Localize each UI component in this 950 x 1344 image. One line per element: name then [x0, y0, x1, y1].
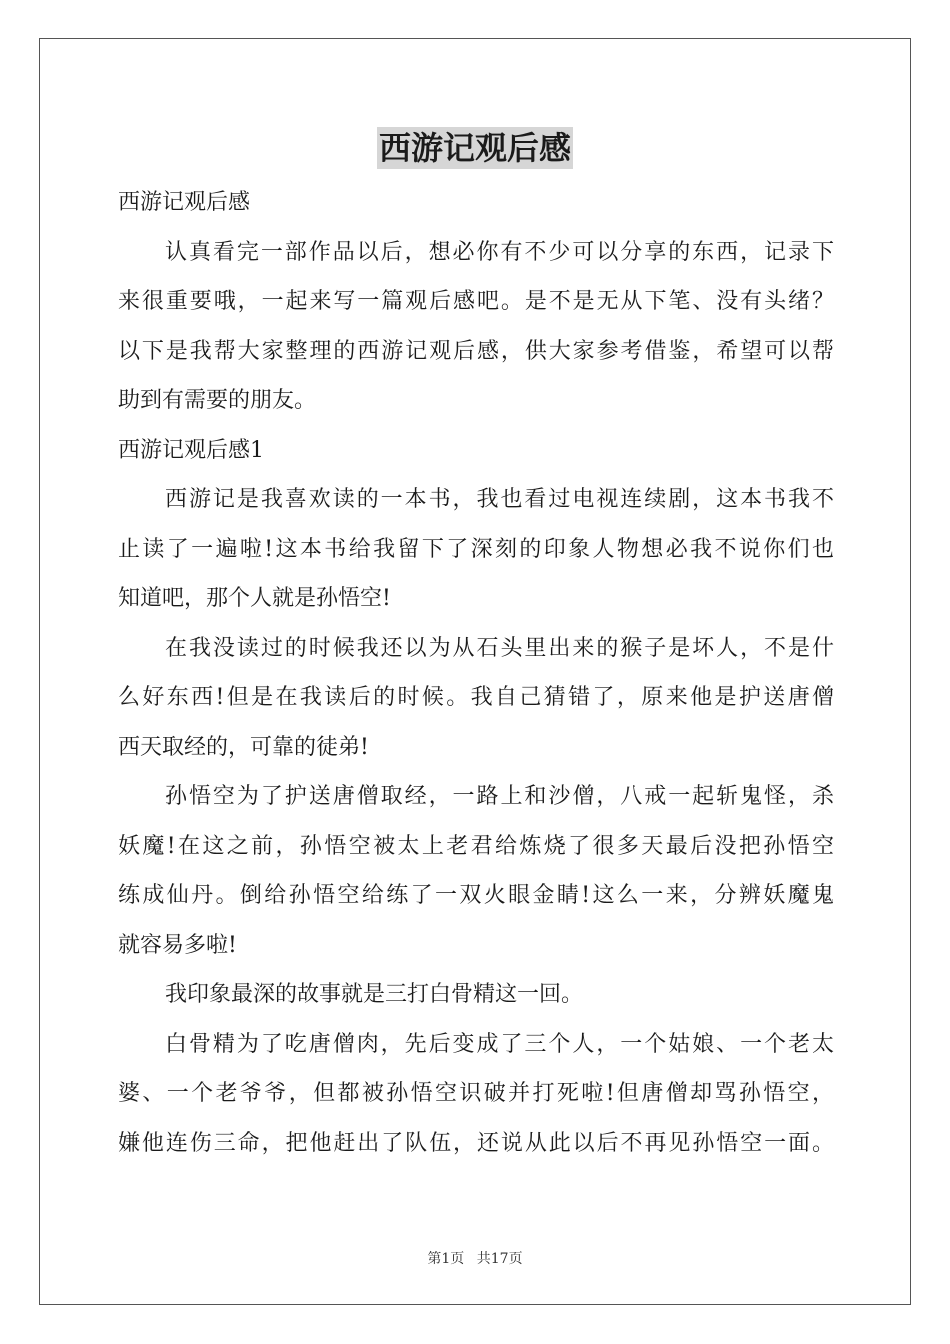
text-line: 么好东西!但是在我读后的时候。我自己猜错了，原来他是护送唐僧: [118, 685, 834, 710]
page-number: 第1页: [427, 1251, 465, 1267]
text-line: 婆、一个老爷爷，但都被孙悟空识破并打死啦!但唐僧却骂孙悟空，: [118, 1081, 834, 1106]
page-footer: [0, 1248, 950, 1268]
title-container: [0, 127, 950, 169]
text-line: 西游记观后感1: [118, 437, 264, 463]
document-body: [118, 178, 834, 1168]
text-line: 认真看完一部作品以后，想必你有不少可以分享的东西，记录下: [165, 239, 834, 265]
text-line: 以下是我帮大家整理的西游记观后感，供大家参考借鉴，希望可以帮: [118, 338, 834, 364]
text-line: 西游记是我喜欢读的一本书，我也看过电视连续剧，这本书我不: [165, 487, 834, 512]
total-pages: 共17页: [476, 1251, 523, 1267]
text-line: 西游记观后感: [118, 190, 251, 215]
text-line: 西天取经的，可靠的徒弟!: [118, 734, 369, 760]
text-line: 白骨精为了吃唐僧肉，先后变成了三个人，一个姑娘、一个老太: [165, 1031, 834, 1057]
text-line: 来很重要哦，一起来写一篇观后感吧。是不是无从下笔、没有头绪？: [118, 289, 834, 314]
text-line: 孙悟空为了护送唐僧取经，一路上和沙僧，八戒一起斩鬼怪，杀: [165, 784, 834, 809]
text-line: 就容易多啦!: [118, 932, 237, 958]
text-line: 知道吧，那个人就是孙悟空!: [118, 586, 391, 611]
text-line: 妖魔!在这之前，孙悟空被太上老君给炼烧了很多天最后没把孙悟空: [118, 833, 834, 859]
text-line: 我印象最深的故事就是三打白骨精这一回。: [165, 982, 584, 1007]
document-title: 西游记观后感: [378, 129, 571, 167]
text-line: 在我没读过的时候我还以为从石头里出来的猴子是坏人，不是什: [165, 635, 834, 661]
text-line: 止读了一遍啦!这本书给我留下了深刻的印象人物想必我不说你们也: [118, 536, 834, 562]
text-line: 嫌他连伤三命，把他赶出了队伍，还说从此以后不再见孙悟空一面。: [118, 1130, 834, 1156]
text-line: 练成仙丹。倒给孙悟空给练了一双火眼金睛!这么一来，分辨妖魔鬼: [118, 883, 834, 908]
text-line: 助到有需要的朋友。: [118, 388, 317, 413]
